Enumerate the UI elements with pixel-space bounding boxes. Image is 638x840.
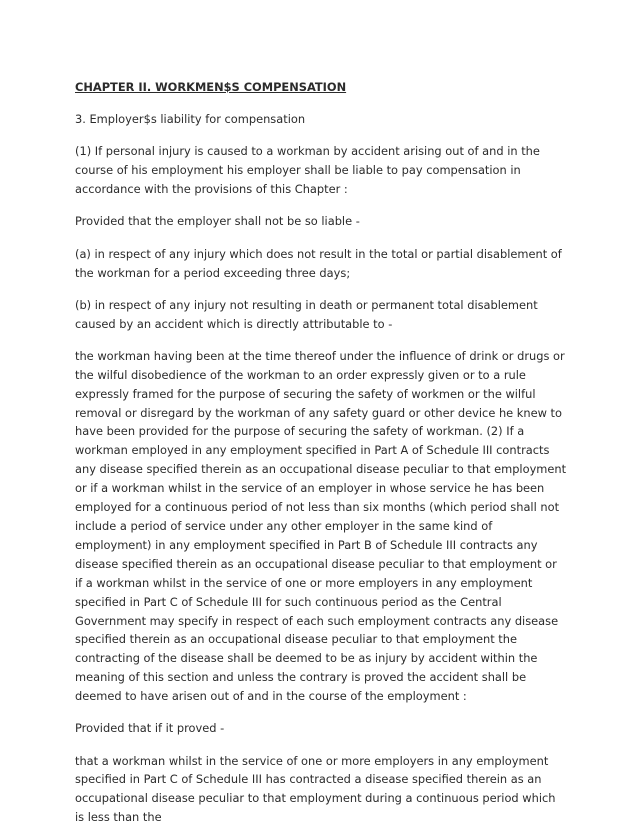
paragraph-continued: that a workman whilst in the service of one or more employers in any employment specified in Part C of Schedule III has contracted a disease specified therein as an occupational disease peculiar to that employment during a continuous period which is less than the xyxy=(75,753,556,825)
paragraph-clause-a: (a) in respect of any injury which does not result in the total or partial disablement of the workman for a period exceeding three days; xyxy=(75,246,562,280)
paragraph-proviso-2: Provided that if it proved - xyxy=(75,721,225,736)
paragraph-body: the workman having been at the time thereof under the influence of drink or drugs or the wilful disobedience of the workman to an order expressly given or to a rule expressly framed for the purpose of securing the safety of workmen or the wilful removal or disregard by the workman of any safety guard or other device he knew to have been provided for the purpose of securing the safety of workman. (2) If a workman employed in any employment specified in Part A of Schedule III contracts any disease specified therein as an occupational disease peculiar to that employment or if a workman whilst in the service of an employer in whose service he has been employed for a continuous period of not less than six months (which period shall not include a period of service under any other employer in the same kind of employment) in any employment specified in Part B of Schedule III contracts any disease specified therein as an occupational disease peculiar to that employment or if a workman whilst in the service of one or more employers in any employment specified in Part C of Schedule III for such continuous period as the Central Government may specify in respect of each such employment contracts any disease specified therein as an occupational disease peculiar to that employment the contracting of the disease shall be deemed to be as injury by accident within the meaning of this section and unless the contrary is proved the accident shall be deemed to have arisen out of and in the course of the employment : xyxy=(75,348,567,704)
paragraph-1: (1) If personal injury is caused to a workman by accident arising out of and in the course of his employment his employer shall be liable to pay compensation in accordance with the provisions of this Chapter : xyxy=(75,144,540,197)
paragraph-proviso: Provided that the employer shall not be so liable - xyxy=(75,214,360,229)
chapter-heading: CHAPTER II. WORKMEN$S COMPENSATION xyxy=(75,80,347,94)
section-title: 3. Employer$s liability for compensation xyxy=(75,112,306,127)
paragraph-clause-b: (b) in respect of any injury not resulting in death or permanent total disablement caused by an accident which is directly attributable to - xyxy=(75,297,538,331)
document-page xyxy=(75,78,567,840)
